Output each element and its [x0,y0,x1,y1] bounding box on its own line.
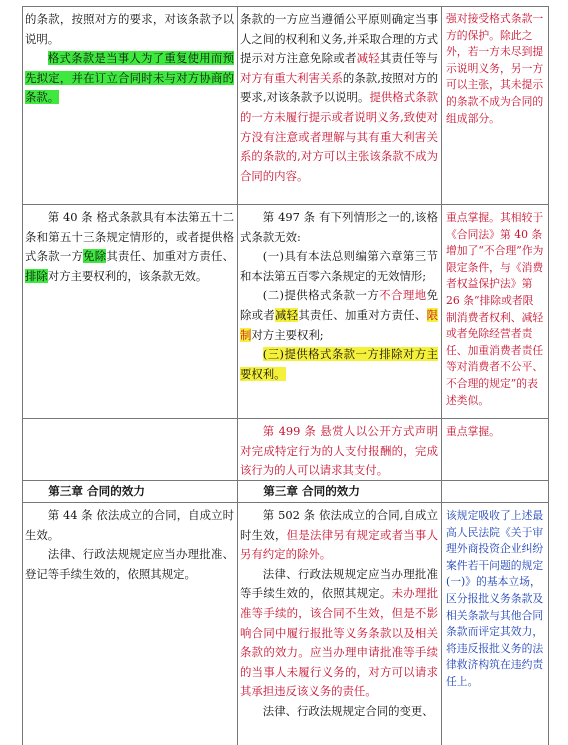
civil-code-cell [240,422,438,478]
green-highlight-text: 格式条款是当事人为了重复使用而预先拟定，并在订立合同时未与对方协商的条款。 [25,51,234,105]
red-text: 但是法律另有规定或者当事人另有约定的除外。 [240,527,438,562]
row-divider [22,204,548,205]
red-text: 未办理批准等手续的，该合同不生效，但是不影响合同中履行报批等义务条款以及相关条款的效力。应当办理申请批准等手续的当事人未履行义务的，对方可以请求其承担违反该义务的责任。 [240,586,438,699]
note-cell: 该规定吸收了上述最高人民法院《关于审理外商投资企业纠纷案件若干问题的规定(一)》的基本立场，区分报批义务条款及相关条款与其他合同条款而评定其效力，将违反报批义务的法律救济构筑在违约责任上。 [446,509,544,688]
old-law-paragraph [25,49,234,108]
old-law-paragraph [25,208,234,286]
article-497-intro: 第 497 条 有下列情形之一的,该格式条款无效: [240,210,438,244]
old-law-text: 第 40 条 格式条款具有本法第五十二条和第五十三条规定情形的，或者提供格式条款一方 [25,210,234,264]
article-502-para-2 [240,565,438,702]
column-divider [237,6,238,745]
chapter-heading-old: 第三章 合同的效力 [48,484,145,498]
article-44-para-2: 法律、行政法规规定应当办理批准、登记等手续生效的，依照其规定。 [25,547,234,581]
old-law-cell [25,422,234,478]
civil-code-text: 对方主要权利; [251,327,324,342]
yellow-highlight-text: (三)提供格式条款一方排除对方主要权利。 [240,347,438,381]
note-cell: 重点掌握。 [446,425,500,438]
green-highlight-text: 免除 [83,249,107,264]
article-497-item-3 [240,345,438,384]
red-text: 对方有重大利害关系 [240,70,343,85]
civil-code-text: 法律、行政法规规定应当办理批准等手续生效的，依照其规定。 [240,566,438,601]
article-497-item-2 [240,286,438,345]
old-law-cell [25,506,234,744]
red-text: 减轻 [356,51,380,66]
civil-code-cell [240,10,438,202]
article-502-para-3: 法律、行政法规规定合同的变更、 [262,703,434,718]
old-law-cell [25,10,234,202]
article-499-text: 第 499 条 悬赏人以公开方式声明对完成特定行为的人支付报酬的，完成该行为的人可以请求其支付。 [240,424,438,478]
yellow-highlight-text: 限制 [240,307,438,342]
article-44-para-1: 第 44 条 依法成立的合同，自成立时生效。 [25,508,234,542]
chapter-heading-new: 第三章 合同的效力 [263,484,360,498]
civil-code-text: 条款的一方应当遵循公平原则确定当事人之间的权利和义务,并采取合理的方式提示对方注意免除或者 [240,12,438,66]
old-law-text: 对方主要权利的，该条款无效。 [47,268,208,283]
civil-code-text: 免除或者 [240,288,438,322]
civil-code-text: (二)提供格式条款一方 [262,288,380,303]
red-text: 提供格式条款的一方未履行提示或者说明义务,致使对方没有注意或者理解与其有重大利害关系的条款的,对方可以主张该条款不成为合同的内容。 [240,90,438,183]
yellow-highlight-text: 减轻 [274,307,299,322]
old-law-text: 的条款，按照对方的要求，对该条款予以说明。 [25,12,234,46]
civil-code-text: 其责任等与 [379,51,438,66]
civil-code-paragraph [240,10,438,186]
civil-code-text: 其责任、加重对方责任、 [298,307,427,322]
civil-code-text: 的条款,按照对方的要求,对该条款予以说明。 [240,70,438,105]
article-502-para-1 [240,506,438,565]
row-divider [22,502,548,503]
note-cell: 重点掌握。其相较于《合同法》第 40 条增加了“不合理”作为限定条件，与《消费者权益保护法》第 26 条“排除或者限制消费者权利、减轻或者免除经营者责任、加重消费者责任等对消费者不公平、不合理的规定”的表述类似。 [446,211,544,407]
civil-code-cell [240,208,438,416]
civil-code-text: 第 502 条 依法成立的合同,自成立时生效， [240,508,438,542]
row-divider [22,6,548,7]
old-law-text: 其责任、加重对方责任、 [106,249,234,264]
civil-code-cell [240,506,438,744]
green-highlight-text: 排除 [25,268,48,283]
old-law-cell [25,208,234,416]
red-text: 不合理地 [379,288,427,303]
note-cell: 强对接受格式条款一方的保护。除此之外，若一方未尽到提示说明义务，另一方可以主张，其未提示的条款不成为合同的组成部分。 [446,12,544,125]
row-divider [22,480,548,481]
article-497-item-1: (一)具有本法总则编第六章第三节和本法第五百零六条规定的无效情形; [240,249,438,283]
row-divider [22,418,548,419]
column-divider [441,6,442,745]
